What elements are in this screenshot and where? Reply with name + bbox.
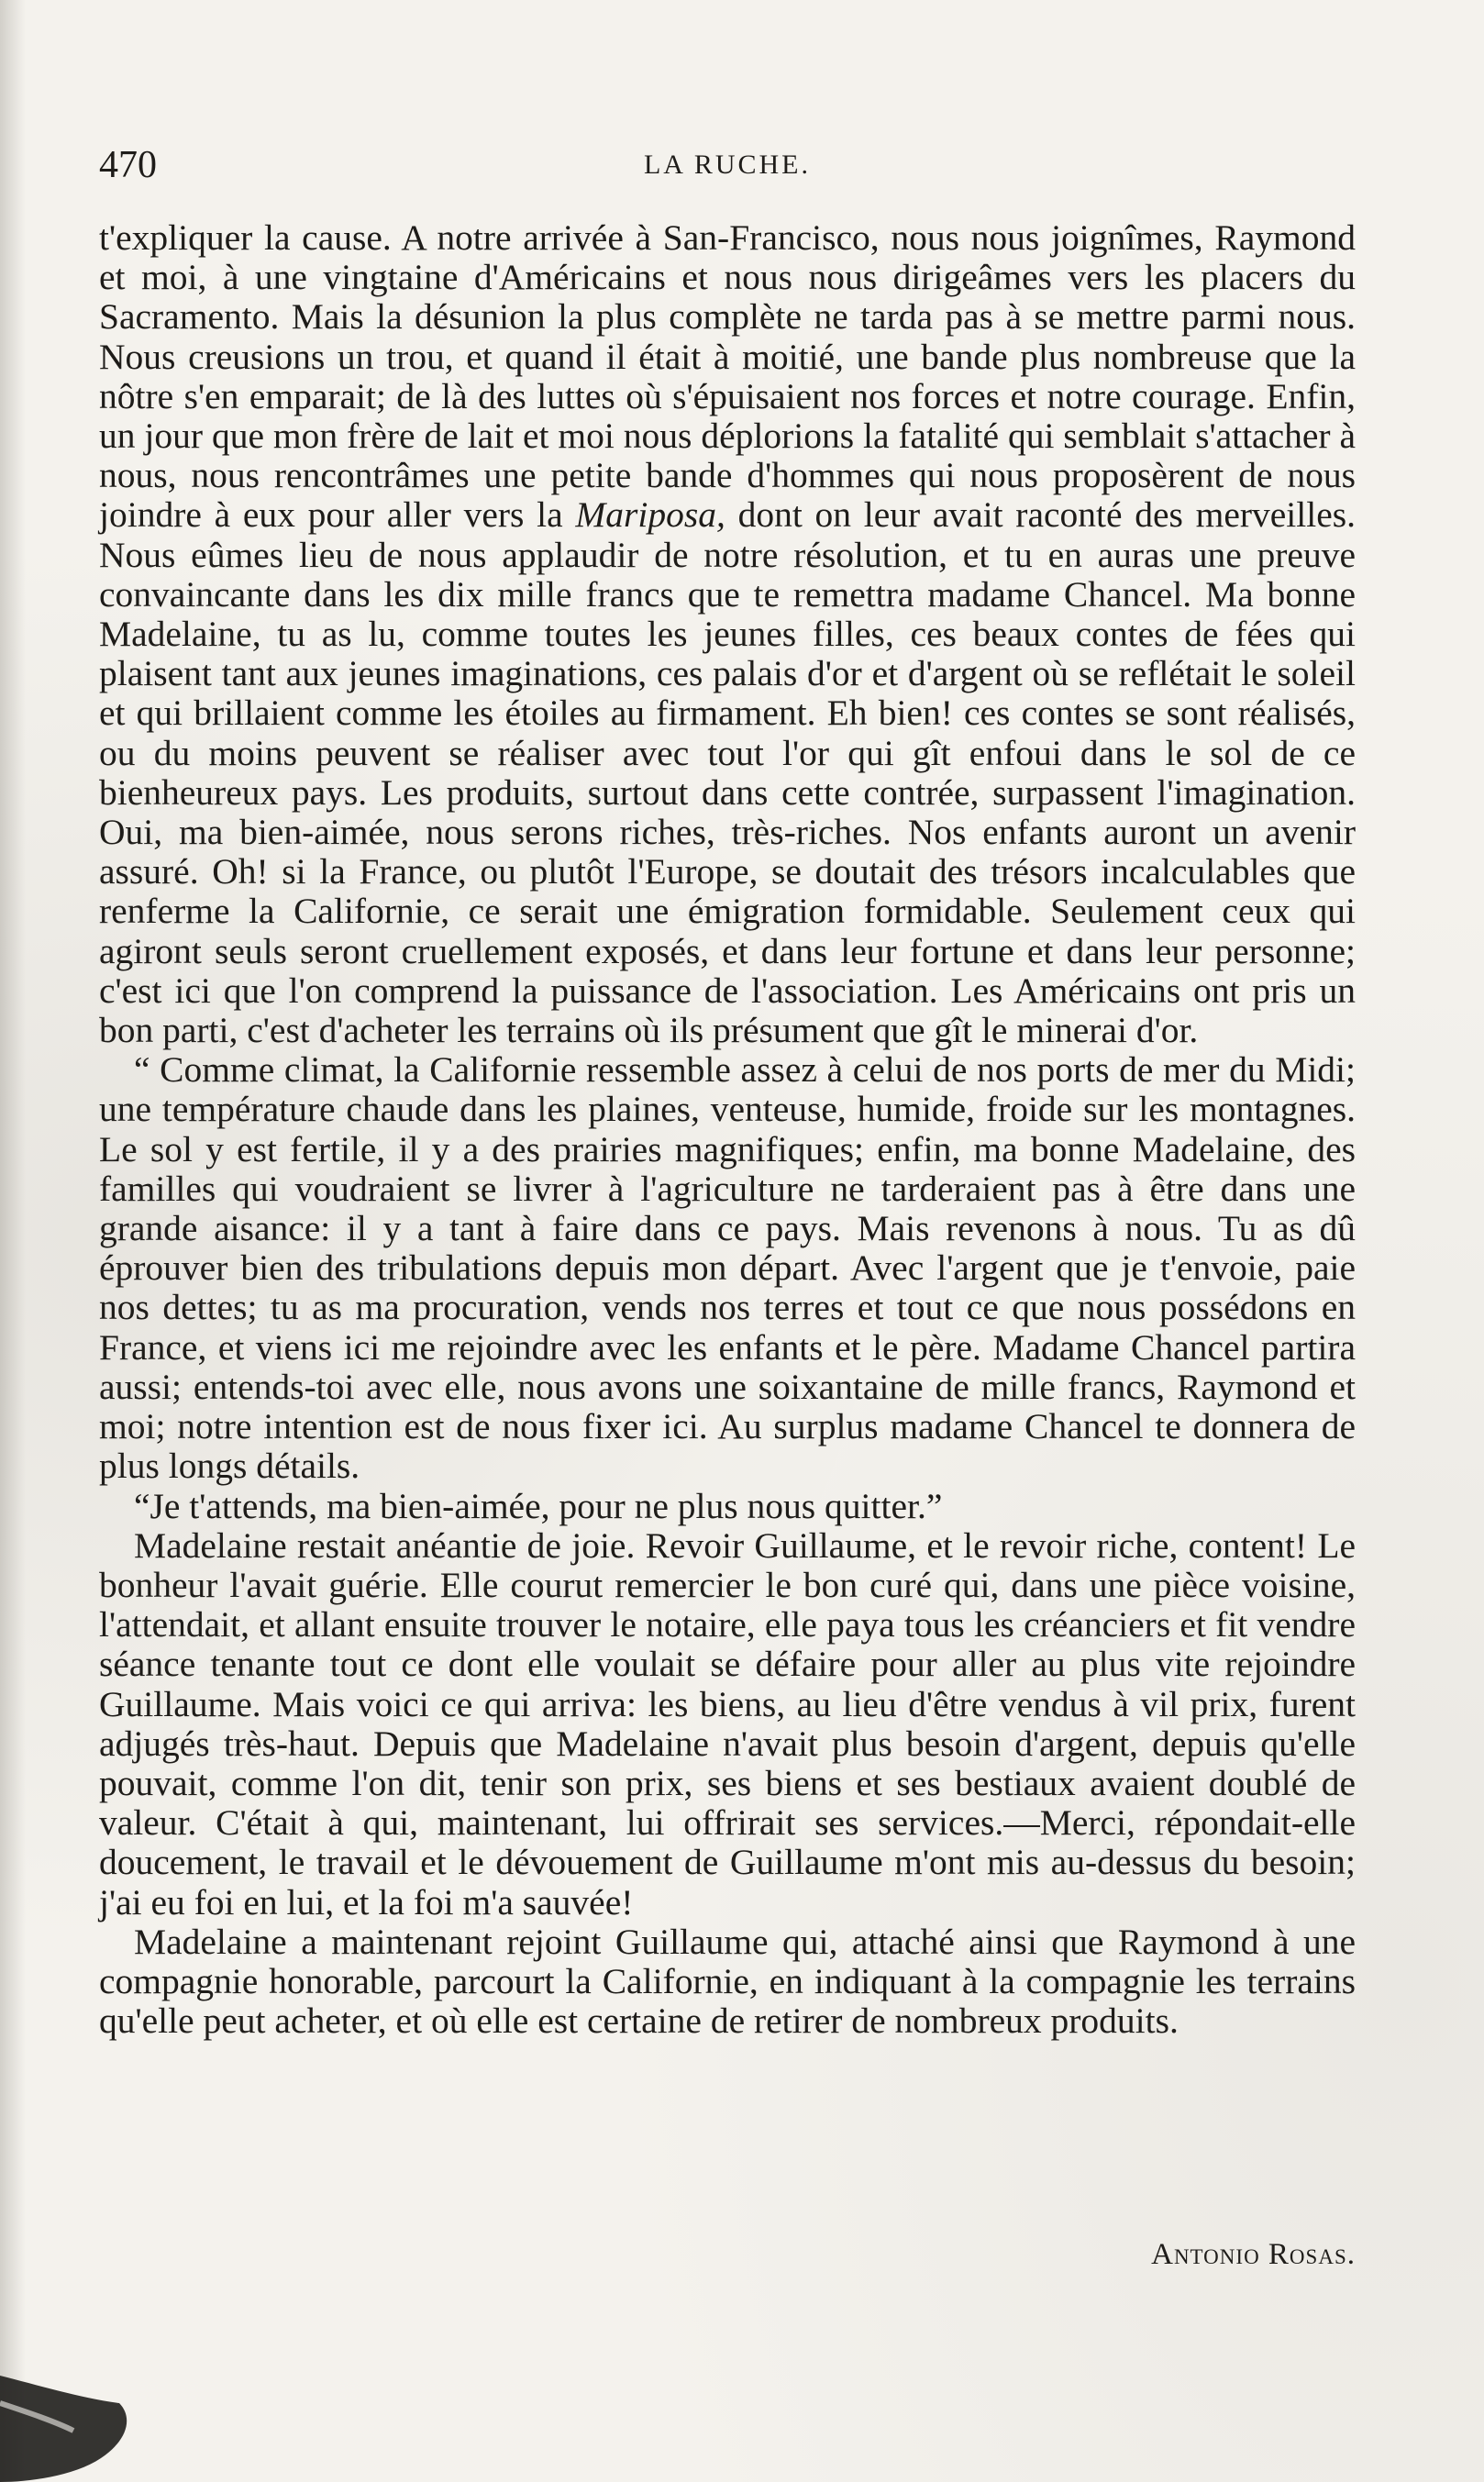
paragraph-4: Madelaine restait anéantie de joie. Revoir Guillaume, et le revoir riche, content! Le bonheur l'avait guérie. Elle courut remercier le bon curé qui, dans une pièce voisine, l'attendait, et allant ensuite trouver le notaire, elle paya tous les créanciers et fit vendre séance tenante tout ce dont elle voulait se défaire pour aller au plus vite rejoindre Guillaume. Mais voici ce qui arriva: les biens, au lieu d'être vendus à vil prix, furent adjugés très-haut. Depuis que Madelaine n'avait plus besoin d'argent, depuis qu'elle pouvait, comme l'on dit, tenir son prix, ses biens et ses bestiaux avaient doublé de valeur. C'était à qui, maintenant, lui offrirait ses services.—Merci, répondait-elle doucement, le travail et le dévouement de Guillaume m'ont mis au-dessus du besoin; j'ai eu foi en lui, et la foi m'a sauvée!: [99, 1524, 1356, 1922]
page-header: [99, 138, 1356, 193]
running-head: LA RUCHE.: [643, 150, 811, 180]
page-edge-shadow: [0, 0, 26, 2482]
body-text: [99, 218, 1356, 2041]
paragraph-1-part-a: t'expliquer la cause. A notre arrivée à San-Francisco, nous nous joignîmes, Raymond et moi, à une vingtaine d'Américains et nous nous dirigeâmes vers les placers du Sacramento. Mais la désunion la plus complète ne tarda pas à se mettre parmi nous. Nous creusions un trou, et quand il était à moitié, une bande plus nombreuse que la nôtre s'en emparait; de là des luttes où s'épuisaient nos forces et notre courage. Enfin, un jour que mon frère de lait et moi nous déplorions la fatalité qui semblait s'attacher à nous, nous rencontrâmes une petite bande d'hommes qui nous proposèrent de nous joindre à eux pour aller vers la: [99, 217, 1356, 536]
paragraph-2: “ Comme climat, la Californie ressemble assez à celui de nos ports de mer du Midi; une température chaude dans les plaines, venteuse, humide, froide sur les montagnes. Le sol y est fertile, il y a des prairies magnifiques; enfin, ma bonne Madelaine, des familles qui voudraient se livrer à l'agriculture ne tarderaient pas à être dans une grande aisance: il y a tant à faire dans ce pays. Mais revenons à nous. Tu as dû éprouver bien des tribulations depuis mon départ. Avec l'argent que je t'envoie, paie nos dettes; tu as ma procuration, vends nos terres et tout ce que nous possédons en France, et viens ici me rejoindre avec les enfants et le père. Madame Chancel partira aussi; entends-toi avec elle, nous avons une soixantaine de mille francs, Raymond et moi; notre intention est de nous fixer ici. Au surplus madame Chancel te donnera de plus longs détails.: [99, 1049, 1356, 1487]
paragraph-5: Madelaine a maintenant rejoint Guillaume qui, attaché ainsi que Raymond à une compagnie honorable, parcourt la Californie, en indiquant à la compagnie les terrains qu'elle peut acheter, et où elle est certaine de retirer de nombreux produits.: [99, 1921, 1356, 2042]
corner-blot-mark: [0, 2348, 138, 2482]
page-number: 470: [99, 144, 157, 186]
paragraph-1: [99, 218, 1356, 1050]
italic-place-name: Mariposa,: [575, 494, 725, 536]
author-signature: Antonio Rosas.: [1151, 2238, 1356, 2271]
paragraph-1-part-b: dont on leur avait raconté des merveilles. Nous eûmes lieu de nous applaudir de notre résolution, et tu en auras une preuve convaincante dans les dix mille francs que te remettra madame Chancel. Ma bonne Madelaine, tu as lu, comme toutes les jeunes filles, ces beaux contes de fées qui plaisent tant aux jeunes imaginations, ces palais d'or et d'argent où se reflétait le soleil et qui brillaient comme les étoiles au firmament. Eh bien! ces contes se sont réalisés, ou du moins peuvent se réaliser avec tout l'or qui gît enfoui dans le sol de ce bienheureux pays. Les produits, surtout dans cette contrée, surpassent l'imagination. Oui, ma bien-aimée, nous serons riches, très-riches. Nos enfants auront un avenir assuré. Oh! si la France, ou plutôt l'Europe, se doutait des trésors incalculables que renferme la Californie, ce serait une émigration formidable. Seulement ceux qui agiront seuls seront cruellement exposés, et dans leur fortune et dans leur personne; c'est ici que l'on comprend la puissance de l'association. Les Américains ont pris un bon parti, c'est d'acheter les terrains où ils présument que gît le minerai d'or.: [99, 494, 1357, 1051]
paragraph-3: “Je t'attends, ma bien-aimée, pour ne plus nous quitter.”: [134, 1485, 943, 1526]
